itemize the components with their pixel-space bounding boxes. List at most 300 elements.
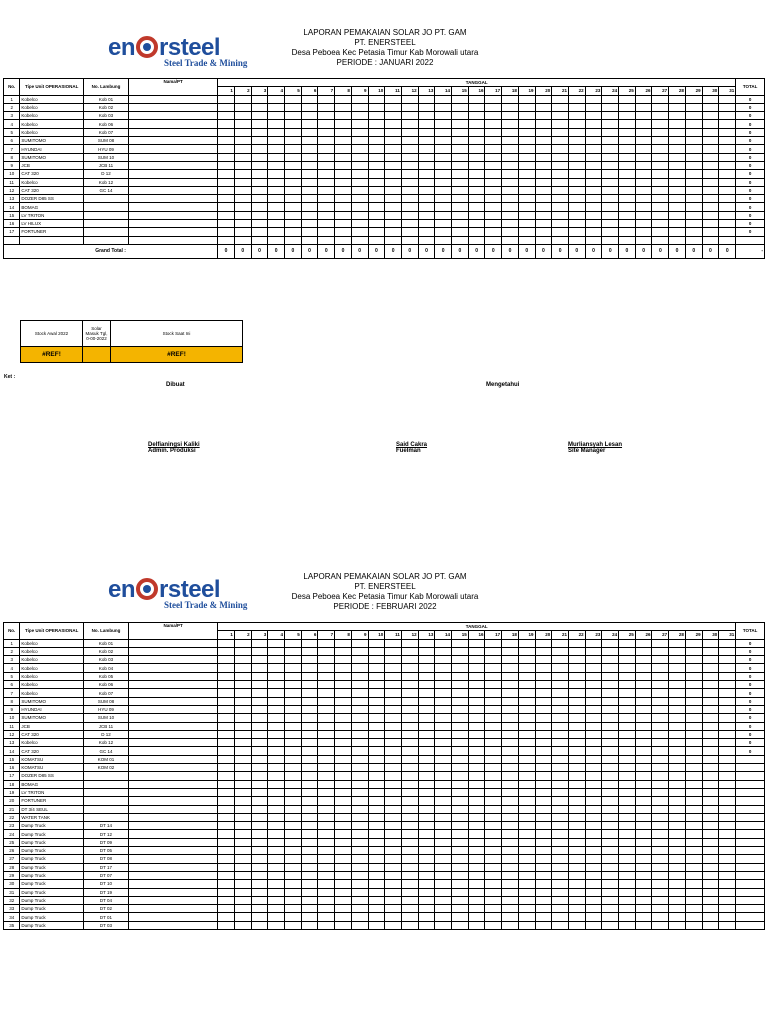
day-cell[interactable] xyxy=(218,656,235,664)
day-cell[interactable] xyxy=(602,714,619,722)
day-cell[interactable] xyxy=(602,220,619,228)
day-cell[interactable] xyxy=(535,112,552,120)
day-cell[interactable] xyxy=(535,120,552,128)
day-cell[interactable] xyxy=(552,739,569,747)
day-cell[interactable] xyxy=(685,838,702,846)
day-cell[interactable] xyxy=(251,689,268,697)
day-cell[interactable] xyxy=(552,847,569,855)
day-cell[interactable] xyxy=(568,871,585,879)
day-cell[interactable] xyxy=(669,880,686,888)
day-cell[interactable] xyxy=(485,822,502,830)
day-cell[interactable] xyxy=(435,697,452,705)
day-cell[interactable] xyxy=(669,863,686,871)
day-cell[interactable] xyxy=(351,847,368,855)
day-cell[interactable] xyxy=(619,120,636,128)
day-cell[interactable] xyxy=(468,847,485,855)
day-cell[interactable] xyxy=(719,921,736,929)
day-cell[interactable] xyxy=(585,780,602,788)
day-cell[interactable] xyxy=(568,170,585,178)
day-cell[interactable] xyxy=(318,186,335,194)
day-cell[interactable] xyxy=(585,797,602,805)
day-cell[interactable] xyxy=(351,855,368,863)
day-cell[interactable] xyxy=(452,153,469,161)
day-cell[interactable] xyxy=(619,780,636,788)
empty-cell[interactable] xyxy=(268,236,285,244)
day-cell[interactable] xyxy=(585,838,602,846)
day-cell[interactable] xyxy=(301,128,318,136)
day-cell[interactable] xyxy=(652,772,669,780)
day-cell[interactable] xyxy=(268,863,285,871)
day-cell[interactable] xyxy=(268,822,285,830)
day-cell[interactable] xyxy=(702,228,719,236)
day-cell[interactable] xyxy=(669,103,686,111)
day-cell[interactable] xyxy=(502,153,519,161)
day-cell[interactable] xyxy=(635,203,652,211)
day-cell[interactable] xyxy=(234,647,251,655)
day-cell[interactable] xyxy=(502,647,519,655)
day-cell[interactable] xyxy=(318,153,335,161)
row-name[interactable] xyxy=(129,178,218,186)
day-cell[interactable] xyxy=(335,95,352,103)
day-cell[interactable] xyxy=(485,805,502,813)
day-cell[interactable] xyxy=(285,888,302,896)
row-name[interactable] xyxy=(129,103,218,111)
day-cell[interactable] xyxy=(218,120,235,128)
day-cell[interactable] xyxy=(502,764,519,772)
day-cell[interactable] xyxy=(552,822,569,830)
day-cell[interactable] xyxy=(485,656,502,664)
day-cell[interactable] xyxy=(218,211,235,219)
day-cell[interactable] xyxy=(485,639,502,647)
day-cell[interactable] xyxy=(268,211,285,219)
day-cell[interactable] xyxy=(685,128,702,136)
day-cell[interactable] xyxy=(285,780,302,788)
day-cell[interactable] xyxy=(568,128,585,136)
day-cell[interactable] xyxy=(351,95,368,103)
day-cell[interactable] xyxy=(568,863,585,871)
day-cell[interactable] xyxy=(702,780,719,788)
day-cell[interactable] xyxy=(452,128,469,136)
day-cell[interactable] xyxy=(719,103,736,111)
day-cell[interactable] xyxy=(234,788,251,796)
day-cell[interactable] xyxy=(502,730,519,738)
day-cell[interactable] xyxy=(368,888,385,896)
day-cell[interactable] xyxy=(502,888,519,896)
day-cell[interactable] xyxy=(418,681,435,689)
day-cell[interactable] xyxy=(418,697,435,705)
day-cell[interactable] xyxy=(368,764,385,772)
day-cell[interactable] xyxy=(619,228,636,236)
row-name[interactable] xyxy=(129,880,218,888)
day-cell[interactable] xyxy=(418,921,435,929)
day-cell[interactable] xyxy=(368,871,385,879)
day-cell[interactable] xyxy=(435,170,452,178)
day-cell[interactable] xyxy=(602,697,619,705)
day-cell[interactable] xyxy=(619,871,636,879)
day-cell[interactable] xyxy=(619,170,636,178)
day-cell[interactable] xyxy=(552,764,569,772)
day-cell[interactable] xyxy=(251,228,268,236)
day-cell[interactable] xyxy=(368,880,385,888)
day-cell[interactable] xyxy=(552,888,569,896)
day-cell[interactable] xyxy=(535,855,552,863)
row-name[interactable] xyxy=(129,145,218,153)
day-cell[interactable] xyxy=(585,228,602,236)
day-cell[interactable] xyxy=(502,228,519,236)
day-cell[interactable] xyxy=(619,203,636,211)
day-cell[interactable] xyxy=(301,905,318,913)
day-cell[interactable] xyxy=(485,689,502,697)
day-cell[interactable] xyxy=(669,220,686,228)
day-cell[interactable] xyxy=(251,855,268,863)
day-cell[interactable] xyxy=(502,672,519,680)
day-cell[interactable] xyxy=(435,153,452,161)
day-cell[interactable] xyxy=(635,228,652,236)
day-cell[interactable] xyxy=(552,838,569,846)
day-cell[interactable] xyxy=(251,647,268,655)
day-cell[interactable] xyxy=(251,639,268,647)
day-cell[interactable] xyxy=(568,739,585,747)
day-cell[interactable] xyxy=(619,855,636,863)
day-cell[interactable] xyxy=(418,805,435,813)
day-cell[interactable] xyxy=(602,739,619,747)
day-cell[interactable] xyxy=(485,95,502,103)
day-cell[interactable] xyxy=(268,905,285,913)
day-cell[interactable] xyxy=(652,813,669,821)
day-cell[interactable] xyxy=(218,697,235,705)
day-cell[interactable] xyxy=(268,161,285,169)
day-cell[interactable] xyxy=(518,220,535,228)
day-cell[interactable] xyxy=(385,689,402,697)
day-cell[interactable] xyxy=(669,797,686,805)
day-cell[interactable] xyxy=(719,880,736,888)
day-cell[interactable] xyxy=(719,137,736,145)
day-cell[interactable] xyxy=(669,822,686,830)
day-cell[interactable] xyxy=(418,95,435,103)
day-cell[interactable] xyxy=(452,656,469,664)
day-cell[interactable] xyxy=(685,161,702,169)
day-cell[interactable] xyxy=(285,813,302,821)
day-cell[interactable] xyxy=(669,855,686,863)
day-cell[interactable] xyxy=(552,797,569,805)
day-cell[interactable] xyxy=(251,705,268,713)
day-cell[interactable] xyxy=(435,830,452,838)
day-cell[interactable] xyxy=(351,863,368,871)
day-cell[interactable] xyxy=(685,921,702,929)
row-name[interactable] xyxy=(129,705,218,713)
day-cell[interactable] xyxy=(285,772,302,780)
day-cell[interactable] xyxy=(485,170,502,178)
day-cell[interactable] xyxy=(385,186,402,194)
day-cell[interactable] xyxy=(585,128,602,136)
day-cell[interactable] xyxy=(702,211,719,219)
day-cell[interactable] xyxy=(435,896,452,904)
day-cell[interactable] xyxy=(568,647,585,655)
day-cell[interactable] xyxy=(318,178,335,186)
day-cell[interactable] xyxy=(568,830,585,838)
day-cell[interactable] xyxy=(685,170,702,178)
day-cell[interactable] xyxy=(568,220,585,228)
day-cell[interactable] xyxy=(285,697,302,705)
day-cell[interactable] xyxy=(385,170,402,178)
day-cell[interactable] xyxy=(719,120,736,128)
day-cell[interactable] xyxy=(502,128,519,136)
day-cell[interactable] xyxy=(268,913,285,921)
day-cell[interactable] xyxy=(385,203,402,211)
day-cell[interactable] xyxy=(318,228,335,236)
day-cell[interactable] xyxy=(619,838,636,846)
day-cell[interactable] xyxy=(552,905,569,913)
day-cell[interactable] xyxy=(585,855,602,863)
day-cell[interactable] xyxy=(669,905,686,913)
day-cell[interactable] xyxy=(635,747,652,755)
day-cell[interactable] xyxy=(368,788,385,796)
day-cell[interactable] xyxy=(719,195,736,203)
day-cell[interactable] xyxy=(485,722,502,730)
empty-cell[interactable] xyxy=(736,236,765,244)
day-cell[interactable] xyxy=(385,639,402,647)
day-cell[interactable] xyxy=(251,747,268,755)
day-cell[interactable] xyxy=(368,921,385,929)
day-cell[interactable] xyxy=(218,689,235,697)
day-cell[interactable] xyxy=(685,780,702,788)
day-cell[interactable] xyxy=(619,664,636,672)
day-cell[interactable] xyxy=(368,797,385,805)
day-cell[interactable] xyxy=(268,888,285,896)
day-cell[interactable] xyxy=(251,656,268,664)
empty-cell[interactable] xyxy=(652,236,669,244)
day-cell[interactable] xyxy=(619,913,636,921)
day-cell[interactable] xyxy=(351,905,368,913)
day-cell[interactable] xyxy=(585,95,602,103)
day-cell[interactable] xyxy=(234,772,251,780)
row-name[interactable] xyxy=(129,888,218,896)
day-cell[interactable] xyxy=(435,871,452,879)
day-cell[interactable] xyxy=(435,722,452,730)
day-cell[interactable] xyxy=(401,120,418,128)
day-cell[interactable] xyxy=(702,161,719,169)
day-cell[interactable] xyxy=(719,722,736,730)
day-cell[interactable] xyxy=(251,145,268,153)
day-cell[interactable] xyxy=(452,780,469,788)
day-cell[interactable] xyxy=(552,639,569,647)
day-cell[interactable] xyxy=(568,797,585,805)
empty-cell[interactable] xyxy=(129,236,218,244)
day-cell[interactable] xyxy=(685,647,702,655)
day-cell[interactable] xyxy=(702,805,719,813)
day-cell[interactable] xyxy=(568,764,585,772)
day-cell[interactable] xyxy=(351,705,368,713)
day-cell[interactable] xyxy=(602,228,619,236)
day-cell[interactable] xyxy=(268,639,285,647)
day-cell[interactable] xyxy=(318,847,335,855)
day-cell[interactable] xyxy=(351,764,368,772)
day-cell[interactable] xyxy=(535,722,552,730)
day-cell[interactable] xyxy=(318,161,335,169)
day-cell[interactable] xyxy=(268,722,285,730)
day-cell[interactable] xyxy=(251,797,268,805)
day-cell[interactable] xyxy=(251,178,268,186)
day-cell[interactable] xyxy=(268,228,285,236)
day-cell[interactable] xyxy=(669,128,686,136)
day-cell[interactable] xyxy=(602,103,619,111)
day-cell[interactable] xyxy=(518,103,535,111)
day-cell[interactable] xyxy=(401,739,418,747)
day-cell[interactable] xyxy=(685,888,702,896)
day-cell[interactable] xyxy=(301,822,318,830)
day-cell[interactable] xyxy=(251,170,268,178)
day-cell[interactable] xyxy=(619,888,636,896)
day-cell[interactable] xyxy=(518,805,535,813)
day-cell[interactable] xyxy=(218,855,235,863)
row-name[interactable] xyxy=(129,697,218,705)
day-cell[interactable] xyxy=(619,755,636,763)
day-cell[interactable] xyxy=(669,120,686,128)
day-cell[interactable] xyxy=(502,120,519,128)
day-cell[interactable] xyxy=(468,714,485,722)
day-cell[interactable] xyxy=(318,656,335,664)
day-cell[interactable] xyxy=(585,830,602,838)
day-cell[interactable] xyxy=(518,705,535,713)
day-cell[interactable] xyxy=(652,855,669,863)
day-cell[interactable] xyxy=(452,689,469,697)
day-cell[interactable] xyxy=(635,797,652,805)
day-cell[interactable] xyxy=(518,170,535,178)
day-cell[interactable] xyxy=(518,228,535,236)
day-cell[interactable] xyxy=(301,788,318,796)
day-cell[interactable] xyxy=(568,755,585,763)
day-cell[interactable] xyxy=(401,764,418,772)
day-cell[interactable] xyxy=(435,788,452,796)
day-cell[interactable] xyxy=(502,838,519,846)
day-cell[interactable] xyxy=(285,788,302,796)
day-cell[interactable] xyxy=(719,186,736,194)
day-cell[interactable] xyxy=(452,714,469,722)
day-cell[interactable] xyxy=(702,822,719,830)
day-cell[interactable] xyxy=(351,730,368,738)
day-cell[interactable] xyxy=(335,921,352,929)
day-cell[interactable] xyxy=(368,186,385,194)
day-cell[interactable] xyxy=(468,772,485,780)
day-cell[interactable] xyxy=(368,689,385,697)
day-cell[interactable] xyxy=(568,195,585,203)
day-cell[interactable] xyxy=(385,714,402,722)
day-cell[interactable] xyxy=(652,153,669,161)
day-cell[interactable] xyxy=(685,714,702,722)
row-name[interactable] xyxy=(129,722,218,730)
day-cell[interactable] xyxy=(318,647,335,655)
row-name[interactable] xyxy=(129,830,218,838)
day-cell[interactable] xyxy=(585,714,602,722)
day-cell[interactable] xyxy=(468,228,485,236)
day-cell[interactable] xyxy=(652,822,669,830)
day-cell[interactable] xyxy=(585,896,602,904)
day-cell[interactable] xyxy=(552,730,569,738)
day-cell[interactable] xyxy=(435,137,452,145)
day-cell[interactable] xyxy=(418,888,435,896)
day-cell[interactable] xyxy=(719,896,736,904)
day-cell[interactable] xyxy=(285,664,302,672)
day-cell[interactable] xyxy=(301,863,318,871)
day-cell[interactable] xyxy=(702,656,719,664)
day-cell[interactable] xyxy=(619,95,636,103)
day-cell[interactable] xyxy=(619,656,636,664)
day-cell[interactable] xyxy=(585,639,602,647)
day-cell[interactable] xyxy=(368,714,385,722)
day-cell[interactable] xyxy=(385,664,402,672)
day-cell[interactable] xyxy=(669,697,686,705)
day-cell[interactable] xyxy=(301,772,318,780)
day-cell[interactable] xyxy=(685,186,702,194)
day-cell[interactable] xyxy=(685,896,702,904)
day-cell[interactable] xyxy=(218,863,235,871)
day-cell[interactable] xyxy=(218,672,235,680)
day-cell[interactable] xyxy=(719,145,736,153)
day-cell[interactable] xyxy=(285,137,302,145)
day-cell[interactable] xyxy=(602,178,619,186)
day-cell[interactable] xyxy=(652,664,669,672)
day-cell[interactable] xyxy=(685,830,702,838)
day-cell[interactable] xyxy=(552,137,569,145)
day-cell[interactable] xyxy=(452,681,469,689)
row-name[interactable] xyxy=(129,788,218,796)
day-cell[interactable] xyxy=(418,780,435,788)
day-cell[interactable] xyxy=(351,830,368,838)
day-cell[interactable] xyxy=(702,797,719,805)
day-cell[interactable] xyxy=(368,137,385,145)
day-cell[interactable] xyxy=(234,103,251,111)
day-cell[interactable] xyxy=(619,195,636,203)
day-cell[interactable] xyxy=(251,714,268,722)
day-cell[interactable] xyxy=(535,905,552,913)
day-cell[interactable] xyxy=(602,871,619,879)
day-cell[interactable] xyxy=(702,697,719,705)
day-cell[interactable] xyxy=(251,203,268,211)
day-cell[interactable] xyxy=(335,896,352,904)
day-cell[interactable] xyxy=(502,780,519,788)
day-cell[interactable] xyxy=(502,871,519,879)
day-cell[interactable] xyxy=(568,805,585,813)
day-cell[interactable] xyxy=(301,747,318,755)
day-cell[interactable] xyxy=(401,170,418,178)
day-cell[interactable] xyxy=(268,112,285,120)
day-cell[interactable] xyxy=(635,921,652,929)
day-cell[interactable] xyxy=(518,830,535,838)
day-cell[interactable] xyxy=(602,838,619,846)
day-cell[interactable] xyxy=(368,195,385,203)
day-cell[interactable] xyxy=(401,797,418,805)
day-cell[interactable] xyxy=(234,755,251,763)
day-cell[interactable] xyxy=(535,186,552,194)
day-cell[interactable] xyxy=(702,863,719,871)
day-cell[interactable] xyxy=(635,186,652,194)
day-cell[interactable] xyxy=(585,822,602,830)
day-cell[interactable] xyxy=(234,921,251,929)
day-cell[interactable] xyxy=(285,228,302,236)
empty-cell[interactable] xyxy=(552,236,569,244)
day-cell[interactable] xyxy=(335,788,352,796)
day-cell[interactable] xyxy=(285,103,302,111)
day-cell[interactable] xyxy=(485,211,502,219)
day-cell[interactable] xyxy=(318,822,335,830)
day-cell[interactable] xyxy=(301,705,318,713)
day-cell[interactable] xyxy=(468,220,485,228)
day-cell[interactable] xyxy=(485,228,502,236)
day-cell[interactable] xyxy=(535,863,552,871)
row-name[interactable] xyxy=(129,905,218,913)
day-cell[interactable] xyxy=(568,772,585,780)
day-cell[interactable] xyxy=(635,772,652,780)
